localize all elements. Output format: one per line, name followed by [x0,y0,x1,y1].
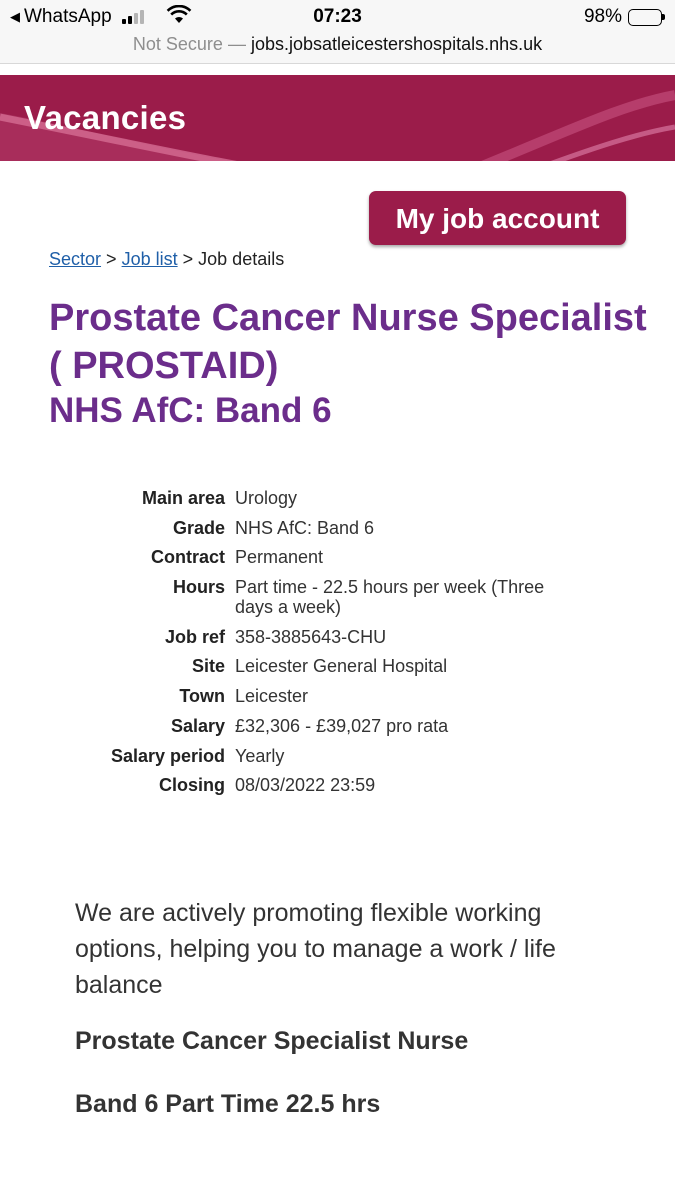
detail-row-closing [70,775,590,795]
job-description-intro: We are actively promoting flexible working options, helping you to manage a work / life balance [75,899,556,999]
detail-value: Permanent [235,547,324,568]
back-arrow-icon: ◀ [10,9,20,24]
breadcrumb-separator: > [182,249,194,269]
detail-value: £32,306 - £39,027 pro rata [235,715,449,736]
detail-value: Yearly [235,745,285,766]
detail-label: Job ref [164,626,225,647]
detail-value: 358-3885643-CHU [235,626,387,647]
detail-value: Part time - 22.5 hours per week (Three days a week) [235,577,545,618]
job-band: NHS AfC: Band 6 [49,391,332,430]
breadcrumb-sector-link[interactable]: Sector [49,249,102,269]
job-description-heading: Prostate Cancer Specialist Nurse [75,1027,469,1055]
back-app-label: WhatsApp [24,6,112,27]
detail-row-town [70,686,590,706]
vacancies-banner [0,75,675,161]
status-bar [0,0,675,34]
security-label: Not Secure [132,34,223,54]
detail-row-site [70,656,590,676]
my-job-account-button[interactable]: My job account [369,191,626,245]
url-host: jobs.jobsatleicestershospitals.nhs.uk [250,34,543,54]
job-details-list [70,488,590,805]
banner-title: Vacancies [24,99,187,136]
detail-value: Urology [235,488,298,508]
detail-row-job-ref [70,627,590,647]
detail-row-hours [70,577,590,617]
detail-value: 08/03/2022 23:59 [235,775,376,796]
detail-value: Leicester [235,686,309,707]
detail-value: NHS AfC: Band 6 [235,517,375,538]
detail-label: Salary [170,715,225,736]
breadcrumb-current: Job details [198,249,285,269]
breadcrumb [49,249,284,270]
detail-row-salary [70,716,590,736]
detail-label: Town [179,686,225,707]
detail-label: Main area [141,488,225,508]
job-title: Prostate Cancer Nurse Specialist ( PROSTAID) [49,297,647,387]
battery-percent: 98% [583,6,622,27]
detail-label: Contract [150,547,225,568]
detail-value: Leicester General Hospital [235,656,448,677]
detail-label: Salary period [110,745,225,766]
clock: 07:23 [313,6,362,27]
detail-row-salary-period [70,746,590,766]
breadcrumb-separator: > [106,249,117,269]
detail-label: Closing [159,775,225,796]
breadcrumb-job-list-link[interactable]: Job list [121,249,178,269]
detail-label: Grade [172,517,225,538]
job-description-subheading: Band 6 Part Time 22.5 hrs [75,1090,381,1118]
detail-row-grade [70,518,590,538]
url-separator: — [227,34,246,54]
detail-row-main-area [70,488,590,508]
detail-label: Site [191,656,225,677]
detail-label: Hours [172,577,225,598]
address-bar[interactable] [0,34,675,64]
battery-icon [628,9,662,26]
battery-status [584,6,665,28]
detail-row-contract [70,547,590,567]
